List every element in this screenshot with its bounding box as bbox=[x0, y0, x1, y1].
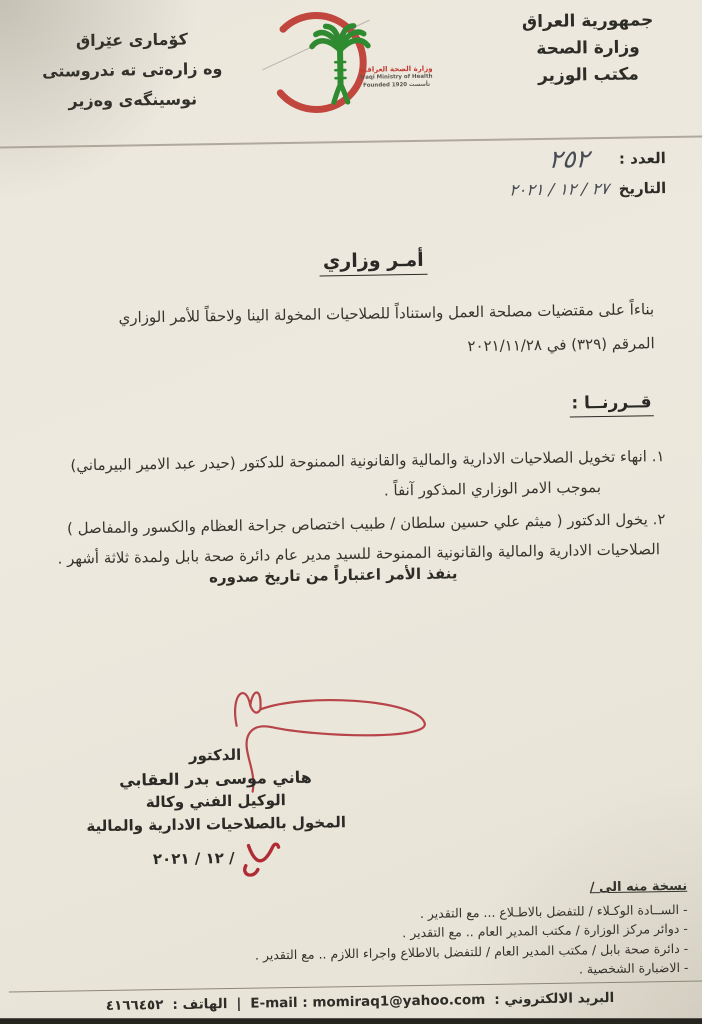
header-kurdish-line: نوسینگەى وەزیر bbox=[68, 89, 198, 111]
cc-item: - دائرة صحة بابل / مكتب المدير العام / للتفضل بالاطلاع واجراء اللازم .. مع التقدير . bbox=[254, 940, 689, 963]
decision-line: ١. انهاء تخويل الصلاحيات الادارية والمالية والقانونية الممنوحة للدكتور (حيدر عبد الامير البيرماني) bbox=[70, 447, 665, 475]
signature-date: / ١٢ / ٢٠٢١ bbox=[152, 848, 235, 868]
cc-list bbox=[57, 877, 689, 987]
preamble-line: المرقم (٣٢٩) في ٢٠٢١/١١/٢٨ bbox=[467, 334, 655, 356]
decision-line: بموجب الامر الوزاري المذكور آنفاً . bbox=[383, 478, 602, 500]
signatory-title: الدكتور bbox=[188, 745, 242, 765]
header-arabic-line: مكتب الوزير bbox=[537, 64, 640, 87]
decision-list bbox=[28, 441, 666, 577]
preamble-line: بناءاً على مقتضيات مصلحة العمل واستناداً للصلاحيات المخولة الينا ولاحقاً للأمر الوزاري bbox=[118, 300, 655, 327]
decision-heading-text: قــررنــا : bbox=[569, 392, 654, 417]
header-arabic-line: جمهورية العراق bbox=[521, 10, 654, 33]
date-label: التاريخ bbox=[618, 178, 667, 198]
signature-date-row bbox=[58, 837, 375, 880]
handwritten-day-mark bbox=[238, 838, 281, 877]
signatory-role: الوكيل الفني وكالة bbox=[145, 791, 287, 812]
scan-bottom-edge bbox=[0, 1018, 702, 1024]
logo-arabic-name: وزارة الصحة العراقية bbox=[360, 64, 433, 74]
email-label: البريد الالكتروني : bbox=[494, 989, 615, 1008]
header-kurdish bbox=[12, 24, 253, 118]
cc-item: - الاضبارة الشخصية . bbox=[578, 959, 689, 977]
phone-value: ٤١٦٦٤٥٢ bbox=[105, 997, 164, 1014]
signatory-name: هاني موسى بدر العقابي bbox=[119, 767, 312, 790]
header-arabic bbox=[507, 7, 668, 91]
preamble bbox=[44, 292, 655, 370]
header-kurdish-line: وه زارەتى تە ندروستى bbox=[42, 58, 223, 81]
document-title bbox=[293, 248, 453, 273]
decision-item-1 bbox=[28, 441, 665, 511]
logo-english-name: Iraqi Ministry of Health bbox=[360, 73, 433, 81]
signature-block bbox=[57, 742, 375, 880]
ministry-logo bbox=[255, 3, 437, 126]
header-kurdish-line: كۆمارى عێراق bbox=[75, 29, 188, 51]
logo-caption bbox=[358, 65, 434, 90]
cc-item: - دوائر مركز الوزارة / مكتب المدير العام .. مع التقدير . bbox=[402, 920, 688, 941]
header-arabic-line: وزارة الصحة bbox=[536, 37, 640, 60]
logo-founded-text: Founded 1920 تأسست bbox=[363, 81, 431, 89]
number-label: العدد : bbox=[618, 148, 666, 168]
footer-separator: | bbox=[236, 995, 242, 1012]
decision-line: الصلاحيات الادارية والمالية والقانونية الممنوحة للسيد مدير عام دائرة صحة بابل ولمدة ثلاثة أشهر . bbox=[57, 540, 661, 568]
doc-number-row bbox=[508, 143, 666, 174]
doc-date-row bbox=[509, 178, 667, 199]
email-value: E-mail : momiraq1@yahoo.com bbox=[250, 991, 486, 1012]
decision-heading bbox=[569, 392, 654, 413]
cc-item: - الســادة الوكـلاء / للتفضل بالاطـلاع ... مع التقدير . bbox=[419, 901, 688, 921]
cc-heading: نسخة منه الى / bbox=[589, 878, 688, 896]
effective-note: ينفذ الأمر اعتباراً من تاريخ صدوره bbox=[208, 564, 458, 587]
number-value-handwritten: ٢٥٢ bbox=[547, 144, 590, 174]
date-value-handwritten: ٢٧ / ١٢ / ٢٠٢١ bbox=[508, 178, 610, 200]
signatory-authority: المخول بالصلاحيات الادارية والمالية bbox=[86, 813, 347, 836]
phone-label: الهاتف : bbox=[172, 996, 228, 1013]
document-meta bbox=[508, 143, 666, 205]
decision-line: ٢. يخول الدكتور ( ميثم علي حسين سلطان / طبيب اختصاص جراحة العظام والكسور والمفاصل ) bbox=[66, 510, 666, 538]
document-title-text: أمـر وزاري bbox=[319, 249, 428, 277]
